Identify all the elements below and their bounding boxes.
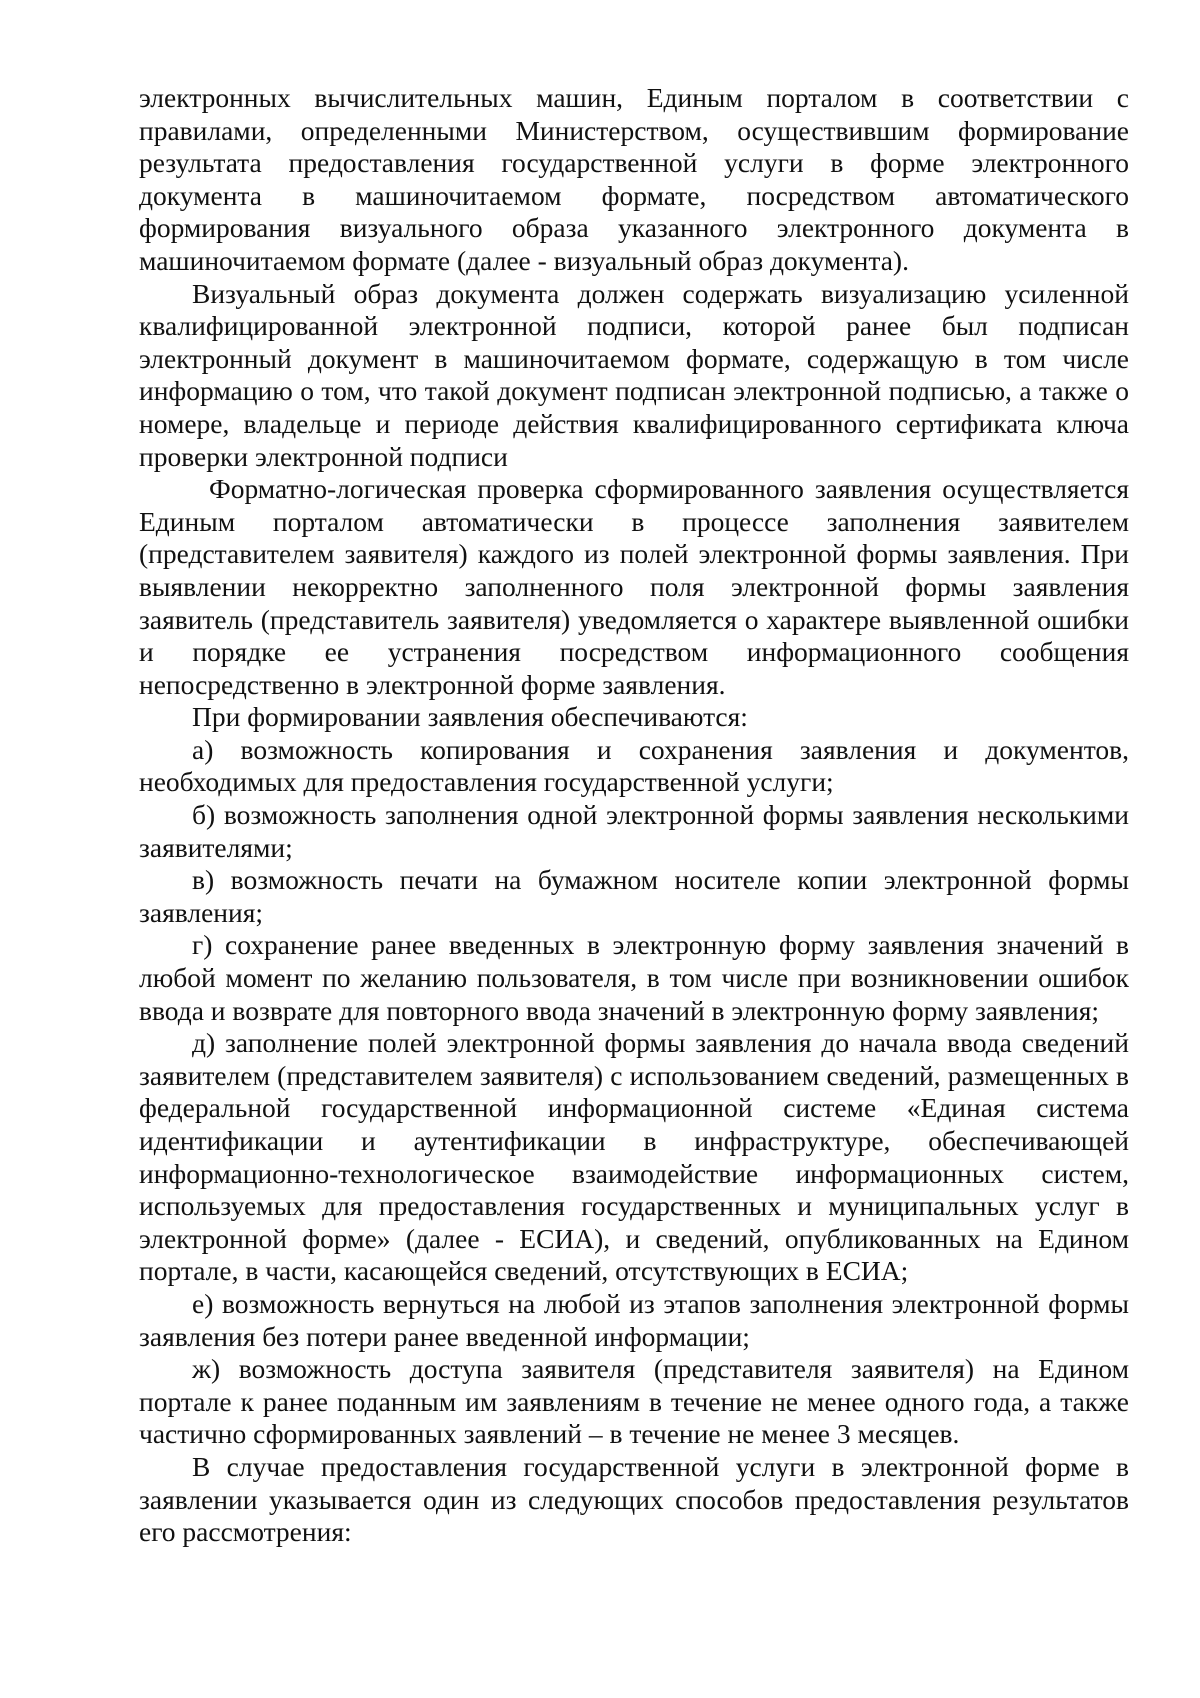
- list-item-v: в) возможность печати на бумажном носителе копии электронной формы заявления;: [139, 864, 1129, 928]
- paragraph-visual-image: Визуальный образ документа должен содержать визуализацию усиленной квалифицированной электронной подписи, которой ранее был подписан электронный документ в машиночитаемом формате, содержащую в том числе информацию о том, что такой документ подписан электронной подписью, а также о номере, владельце и периоде действия квалифицированного сертификата ключа проверки электронной подписи: [139, 277, 1129, 472]
- document-page: [139, 82, 1129, 1549]
- paragraph-result-methods: В случае предоставления государственной услуги в электронной форме в заявлении указывается один из следующих способов предоставления результатов его рассмотрения:: [139, 1450, 1129, 1548]
- paragraph-provisions-intro: При формировании заявления обеспечиваются:: [192, 701, 748, 733]
- list-item-d: д) заполнение полей электронной формы заявления до начала ввода сведений заявителем (представителем заявителя) с использованием сведений, размещенных в федеральной государственной информационной системе «Единая система идентификации и аутентификации в инфраструктуре, обеспечивающей информационно-технологическое взаимодействие информационных систем, используемых для предоставления государственных и муниципальных услуг в электронной форме» (далее - ЕСИА), и сведений, опубликованных на Едином портале, в части, касающейся сведений, отсутствующих в ЕСИА;: [139, 1027, 1129, 1287]
- list-item-b: б) возможность заполнения одной электронной формы заявления несколькими заявителями;: [139, 799, 1129, 863]
- list-item-zh: ж) возможность доступа заявителя (представителя заявителя) на Едином портале к ранее поданным им заявлениям в течение не менее одного года, а также частично сформированных заявлений – в течение не менее 3 месяцев.: [139, 1353, 1129, 1450]
- list-item-e: е) возможность вернуться на любой из этапов заполнения электронной формы заявления без потери ранее введенной информации;: [139, 1287, 1129, 1352]
- list-item-g: г) сохранение ранее введенных в электронную форму заявления значений в любой момент по желанию пользователя, в том числе при возникновении ошибок ввода и возврате для повторного ввода значений в электронную форму заявления;: [139, 929, 1129, 1026]
- paragraph-format-check: Форматно-логическая проверка сформированного заявления осуществляется Единым порталом автоматически в процессе заполнения заявителем (представителем заявителя) каждого из полей электронной формы заявления. При выявлении некорректно заполненного поля электронной формы заявления заявитель (представитель заявителя) уведомляется о характере выявленной ошибки и порядке ее устранения посредством информационного сообщения непосредственно в электронной форме заявления.: [139, 473, 1129, 700]
- list-item-a: а) возможность копирования и сохранения заявления и документов, необходимых для предоставления государственной услуги;: [139, 733, 1129, 798]
- paragraph-continuation: электронных вычислительных машин, Единым порталом в соответствии с правилами, определенными Министерством, осуществившим формирование результата предоставления государственной услуги в форме электронного документа в машиночитаемом формате, посредством автоматического формирования визуального образа указанного электронного документа в машиночитаемом формате (далее - визуальный образ документа).: [139, 82, 1129, 276]
